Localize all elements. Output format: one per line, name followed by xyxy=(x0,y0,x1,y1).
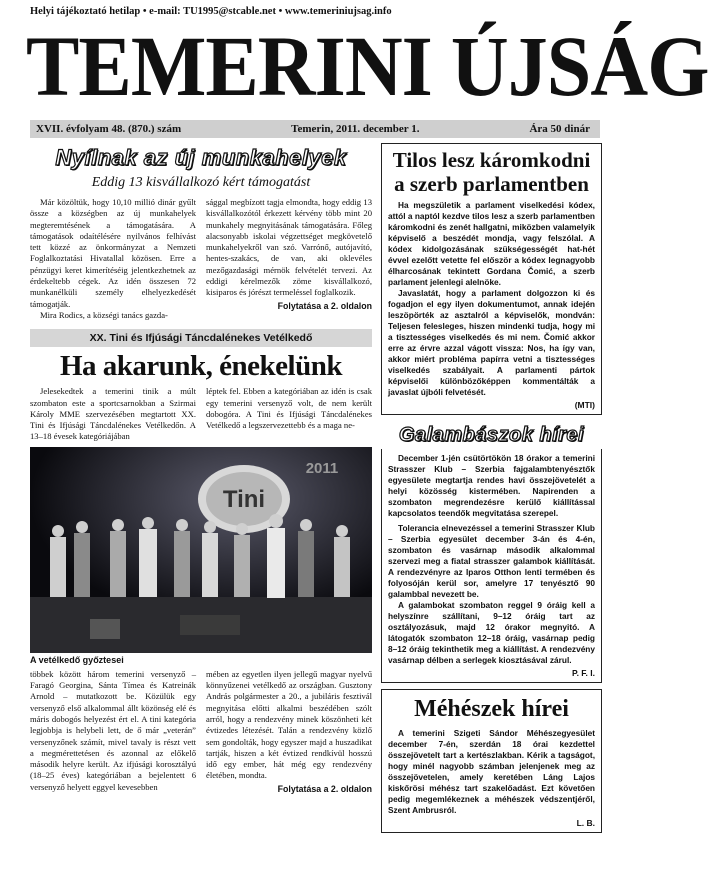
article1-headline: Nyílnak az új munkahelyek xyxy=(55,145,347,170)
article2-text: mében az egyetlen ilyen jellegű magyar nyelvű könnyűzenei vetélkedő az országban. Gusztony András polgármester a 20., a jubiláris fesztivál megnyitása előtti alkalmi beszédében szólt arról, hogy a rendezvény minek köszönheti két évtizedes létezését. Talán a rendezvény közlő sem gondolták, hogy egyszer majd a huszadikat tartják, hiszen a két évtized rendkívül hosszú idő egy ember, hát még egy rendezvény életében, mondta. xyxy=(206,668,372,781)
pigeon-text: December 1-jén csütörtökön 18 órakor a temerini Strasszer Klub – Szerbia fajgalambtenyésztők egyesülete megtartja rendes havi összejövetelét a helyi közösség kistermében. Napirenden a szombaton megrendezésre kerülő kiállítással kapcsolatos teendők megvitatása szerepel. xyxy=(388,453,595,518)
parliament-text: Ha megszületik a parlament viselkedési kódex, attól a naptól kezdve tilos lesz a szerb parlamentben káromkodni és zenét hallgatni, miközben valamelyik képviselő a beszédét mondja, vagy felszólal. A kódex kidolgozásának szükségességét hat-hét évvel ezelőtt vetette fel először a kódex legnagyobb élharcosának tekintett Gordana Čomić, a szerb parlament jelenlegi alelnöke. xyxy=(388,200,595,287)
pigeon-headline: Galambászok hírei xyxy=(398,424,585,446)
photo-caption: A vetélkedő győztesei xyxy=(30,654,124,665)
parliament-text: Javaslatát, hogy a parlament dolgozzon ki és fogadjon el egy ilyen dokumentumot, annak idején leszöpörték az asztalról a képviselők, mondván: Teljesen felesleges, hiszen mindenki tudja, hogy mi a tisztességes viselkedés és mi nem. Čomić akkor erre az érvre azzal vágott vissza: Nos, ha így van, akkor miért probléma papírra vetni a tisztességes viselkedés szabályait. A parlamenti pártok képviselői különbözőképpen kommentálták a javaslat újbóli felvetését. xyxy=(388,288,595,397)
right-column xyxy=(381,143,602,833)
issue-price: Ára 50 dinár xyxy=(529,123,590,135)
left-column xyxy=(30,143,372,795)
parliament-signature: (MTI) xyxy=(574,400,595,410)
article2-body xyxy=(30,669,372,795)
contest-photo xyxy=(30,447,372,653)
article2-continued: Folytatása a 2. oldalon xyxy=(277,783,372,794)
article1-continued: Folytatása a 2. oldalon xyxy=(277,300,372,311)
beekeepers-box xyxy=(381,689,602,833)
stage-photo-illustration xyxy=(30,447,372,653)
article2-intro xyxy=(30,386,372,442)
issue-number: XVII. évfolyam 48. (870.) szám xyxy=(36,123,182,135)
article1-text: sággal megbízott tagja elmondta, hogy eddig 13 kisvállalkozótól érkezett kérvény több mint 20 munkahely megnyitásának támogatására. Főleg alacsonyabb iskolai végzettséget megkövetelő munkahelyekről van szó. Varrónő, autójavító, hentes-szakács, de van, aki oklevéles mezőgazdasági mérnök felvételét tervezi. Az eddigi kérelmezők zöme kisvállalkozó, kisiparos és jórészt termeléssel foglalkozik. xyxy=(206,197,372,298)
pigeon-signature: P. F. I. xyxy=(572,668,595,678)
pigeon-box xyxy=(381,449,602,683)
parliament-title: Tilos lesz káromkodni a szerb parlamentben xyxy=(392,148,591,196)
article2-text: léptek fel. Ebben a kategóriában az idén is csak egy temerini versenyző volt, de nem került dobogóra. A Tini és Ifjúsági Táncdalénekes Vetélkedő a legszervezettebb és a maga ne- xyxy=(206,386,372,431)
issue-date: Temerin, 2011. december 1. xyxy=(291,123,420,135)
article1-text: Mira Rodics, a községi tanács gazda- xyxy=(40,309,168,320)
article2-text: Jelesekedtek a temerini tinik a múlt szombaton este a sportcsarnokban a Szirmai Károly MME szervezésében megtartott XX. Tini és Ifjúsági Táncdalénekes Vetélkedőn. A 13–18 évesek kategóriájában xyxy=(30,386,196,442)
article2-headline: Ha akarunk, énekelünk xyxy=(59,350,342,383)
article1-body xyxy=(30,197,372,321)
beekeepers-title: Méhészek hírei xyxy=(414,696,569,722)
beekeepers-signature: L. B. xyxy=(576,818,595,828)
pigeon-text: A galambokat szombaton reggel 9 óráig kell a helyszínre szállítani, 9–12 óráig tart az osztályozásuk, majd 12 órakor megnyitó. A látogatók szombaton 12–18 óráig, vasárnap pedig 8–12 óráig tekinthetik meg a kiállítást. A rendezvény vasárnap délben a serlegek kiosztásával zárul. xyxy=(388,600,595,665)
article1-subhead: Eddig 13 kisvállalkozó kért támogatást xyxy=(91,175,311,190)
beekeepers-text: A temerini Szigeti Sándor Méhészegyesület december 7-én, szerdán 18 órai kezdettel összejövetelt tart a kertészlakban. Kérik a tagságot, hogy minél nagyobb számban jelenjenek meg az összejövetelen, amely keretében Láng Lajos kiskőrösi méhész tart szakelőadást. Ezt követően pedig megemlékeznek a méhészek védszentjéről, Szent Ambrusról. xyxy=(388,728,595,815)
tagline: Helyi tájékoztató hetilap • e-mail: TU1995@stcable.net • www.temeriniujsag.info xyxy=(30,6,392,17)
issue-info-bar xyxy=(30,120,600,138)
pigeon-text: Tolerancia elnevezéssel a temerini Strasszer Klub – Szerbia egyesület december 3-án és 4-én, szombaton és vasárnap második alkalommal szervezi meg a fiatal strasszer galambok kiállítását. A rendezvényre az Iparos Otthon lenti termében és folyosóján kerül sor, amelyre 17 tenyésztő 90 galambbal nevezett be. xyxy=(388,523,595,599)
masthead-title: TEMERINI ÚJSÁG xyxy=(26,18,708,114)
article1-text: Már közöltük, hogy 10,10 millió dinár gyűlt össze a községben az új munkahelyek megteremtésének a támogatására. A támogatások odaítélésére nyilvános felhívást tett közzé az önkormányzat a Nemzeti Foglalkoztatási Hivatallal közösen. Erre a pénzügyi keret kimerítéséig jelentkezhetnek az érdekeltebb cégek. Az idén összesen 72 munkanélküli személy elhelyezkedését támogatják. xyxy=(30,197,196,309)
article2-banner: XX. Tini és Ifjúsági Táncdalénekes Vetélkedő xyxy=(30,329,372,347)
article2-text: többek között három temerini versenyző – Faragó Georgina, Sánta Tímea és Katreinák Arnold – mutatkozott be. Közülük egy versenyző első alkalommal állt közönség elé és máris dobogós helyezést ért el. A tini kategória legjobbja is helybeli lett, de ő már „veterán” versenyzőnek számít, mivel tavaly is részt vett a megmérettetésen és azonnal az előkelő második helyre került. Az ifjúsági korosztályú (18–25 éves) kategóriában a bejelentett 6 versenyző helyett eggyel kevesebben xyxy=(30,668,196,792)
festival-year: 2011 xyxy=(305,459,339,477)
festival-logo-text: Tini xyxy=(222,485,266,513)
parliament-box xyxy=(381,143,602,415)
